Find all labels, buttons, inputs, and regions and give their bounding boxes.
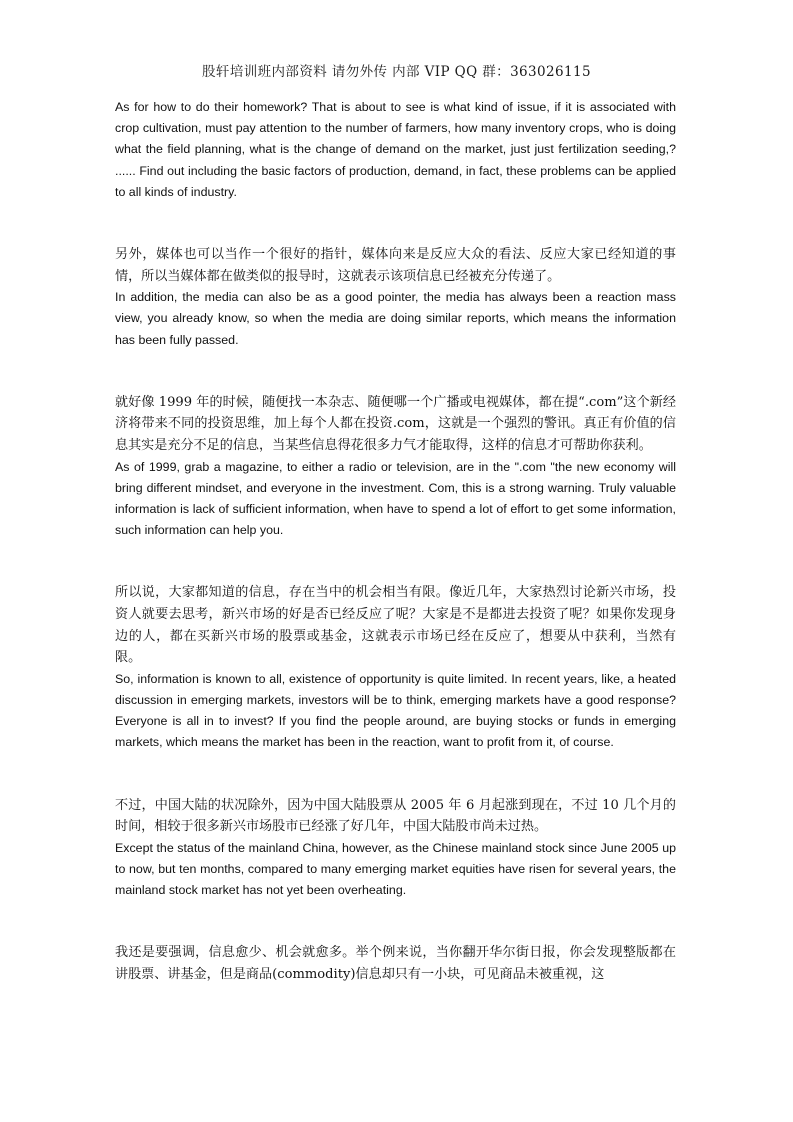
paragraph-chinese: 另外，媒体也可以当作一个很好的指针，媒体向来是反应大众的看法、反应大家已经知道的事情，所以当媒体都在做类似的报导时，这就表示该项信息已经被充分传递了。 bbox=[115, 247, 676, 284]
section-spacer bbox=[115, 901, 676, 942]
paragraph-english: As for how to do their homework? That is about to see is what kind of issue, if it is associated with crop cultivation, must pay attention to the number of farmers, how many inventory crops, who is doing what the field planning, what is the change of demand on the market, just just fertilization seeding,? ...... Find out including the basic factors of production, demand, in fact, these problems can be applied to all kinds of industry. bbox=[115, 100, 676, 199]
section-mainland-china bbox=[115, 795, 676, 902]
paragraph-english: Except the status of the mainland China, however, as the Chinese mainland stock since June 2005 up to now, but ten months, compared to many emerging market equities have risen for several years, the mainland stock market has not yet been overheating. bbox=[115, 840, 676, 898]
section-spacer bbox=[115, 351, 676, 392]
paragraph-english: So, information is known to all, existence of opportunity is quite limited. In recent years, like, a heated discussion in emerging markets, investors will be to think, emerging markets have a good response? Everyone is all in to invest? If you find the people around, are buying stocks or funds in emerging markets, which means the market has been in the reaction, want to profit from it, of course. bbox=[115, 671, 676, 750]
section-media-pointer bbox=[115, 244, 676, 351]
section-dotcom-1999 bbox=[115, 392, 676, 542]
section-spacer bbox=[115, 754, 676, 795]
section-spacer bbox=[115, 203, 676, 244]
paragraph-english: In addition, the media can also be as a good pointer, the media has always been a reaction mass view, you already know, so when the media are doing similar reports, which means the information has been fully passed. bbox=[115, 290, 676, 347]
section-spacer bbox=[115, 541, 676, 582]
document-body bbox=[115, 97, 676, 986]
section-homework bbox=[115, 97, 676, 203]
paragraph-english: As of 1999, grab a magazine, to either a radio or television, are in the ".com "the new economy will bring different mindset, and everyone in the investment. Com, this is a strong warning. Truly valuable information is lack of sufficient information, when have to spend a lot of effort to get some information, such information can help you. bbox=[115, 459, 676, 538]
section-wsj-commodity bbox=[115, 942, 676, 985]
page-header: 股轩培训班内部资料 请勿外传 内部 VIP QQ 群：363026115 bbox=[202, 64, 591, 80]
paragraph-chinese: 我还是要强调，信息愈少、机会就愈多。举个例来说，当你翻开华尔街日报，你会发现整版都在讲股票、讲基金，但是商品(commodity)信息却只有一小块，可见商品未被重视，这 bbox=[115, 945, 676, 982]
paragraph-chinese: 就好像 1999 年的时候，随便找一本杂志、随便哪一个广播或电视媒体，都在提“.com”这个新经济将带来不同的投资思维，加上每个人都在投资.com，这就是一个强烈的警讯。真正有价值的信息其实是充分不足的信息，当某些信息得花很多力气才能取得，这样的信息才可帮助你获利。 bbox=[115, 394, 676, 453]
section-emerging-markets bbox=[115, 582, 676, 753]
paragraph-chinese: 不过，中国大陆的状况除外，因为中国大陆股票从 2005 年 6 月起涨到现在，不过 10 几个月的时间，相较于很多新兴市场股市已经涨了好几年，中国大陆股市尚未过热。 bbox=[115, 797, 676, 835]
paragraph-chinese: 所以说，大家都知道的信息，存在当中的机会相当有限。像近几年，大家热烈讨论新兴市场，投资人就要去思考，新兴市场的好是否已经反应了呢？大家是不是都进去投资了呢？如果你发现身边的人，都在买新兴市场的股票或基金，这就表示市场已经在反应了，想要从中获利，当然有限。 bbox=[115, 585, 676, 666]
